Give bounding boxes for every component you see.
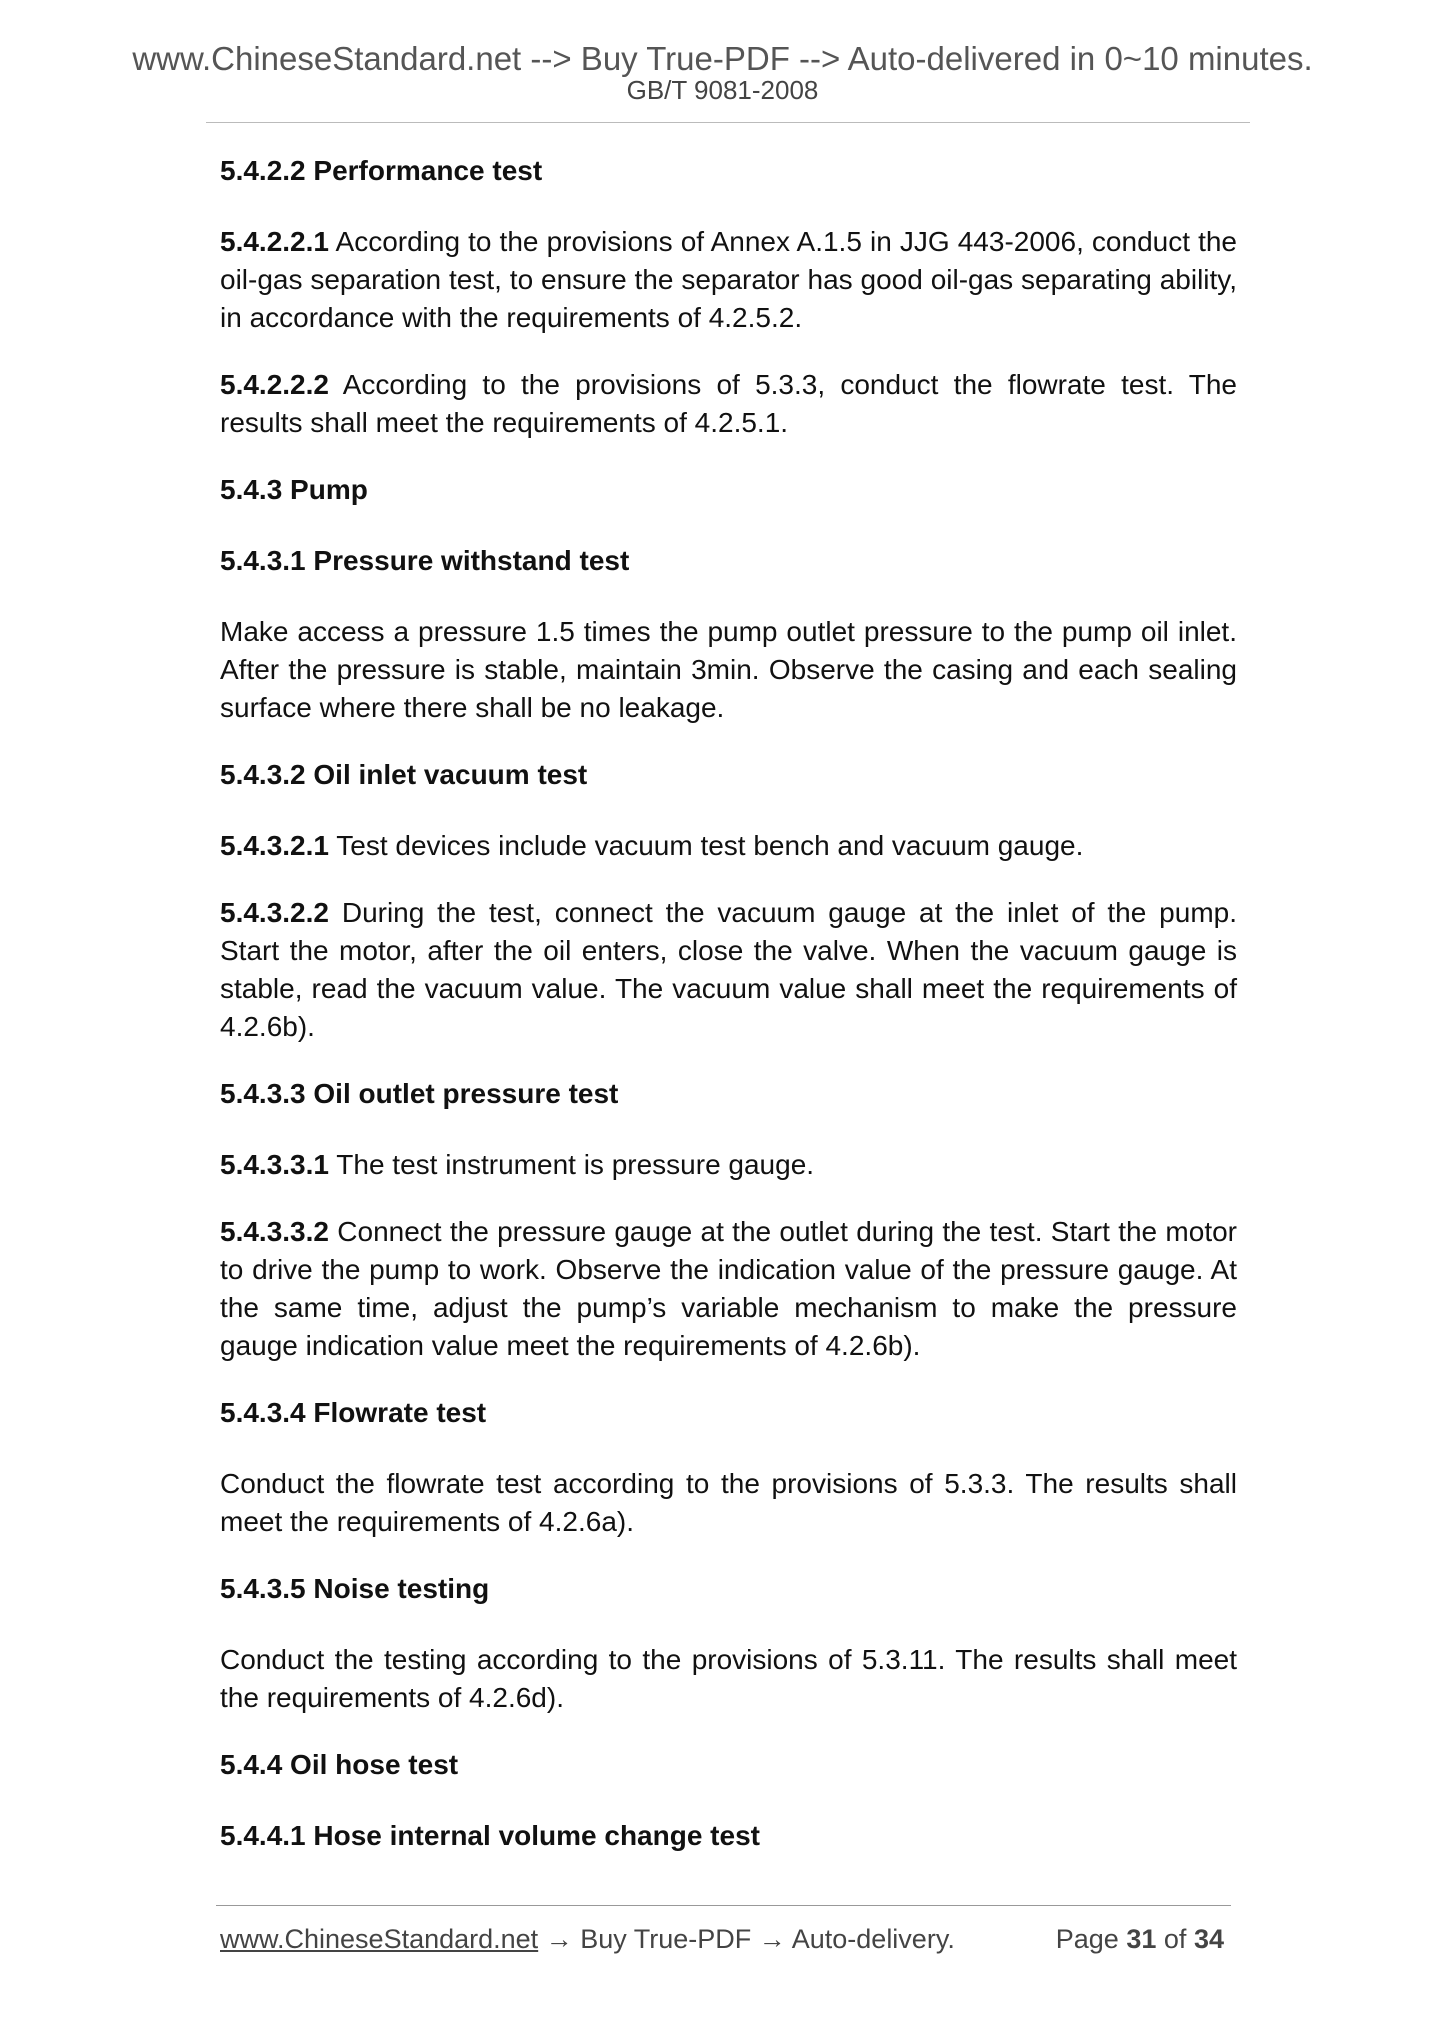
clause-paragraph [220,1641,1237,1717]
clause-paragraph [220,1213,1237,1365]
clause-text: Conduct the testing according to the provisions of 5.3.11. The results shall meet the requirements of 4.2.6d). [220,1644,1237,1713]
clause-number: 5.4.3.3.1 [220,1149,329,1180]
clause-paragraph [220,223,1237,337]
clause-paragraph [220,366,1237,442]
footer-site-link[interactable]: www.ChineseStandard.net [220,1924,539,1954]
document-body [220,152,1237,1888]
page-indicator: Page 31 of 34 [1055,1924,1224,1954]
header-divider [206,122,1250,123]
section-heading: 5.4.3.4 Flowrate test [220,1397,487,1428]
clause-number: 5.4.3.2.2 [220,897,329,928]
page-footer [220,1922,1230,1956]
section-heading: 5.4.3.5 Noise testing [220,1573,490,1604]
section-heading: 5.4.3.2 Oil inlet vacuum test [220,759,588,790]
page-current: 31 [1126,1924,1157,1954]
section-heading: 5.4.3.3 Oil outlet pressure test [220,1078,619,1109]
clause-text: During the test, connect the vacuum gauge at the inlet of the pump. Start the motor, after the oil enters, close the valve. When the vacuum gauge is stable, read the vacuum value. The vacuum value shall meet the requirements of 4.2.6b). [220,897,1237,1042]
footer-divider [216,1905,1231,1906]
section-heading: 5.4.3.1 Pressure withstand test [220,545,630,576]
clause-paragraph [220,613,1237,727]
clause-text: According to the provisions of Annex A.1.5 in JJG 443-2006, conduct the oil-gas separation test, to ensure the separator has good oil-gas separating ability, in accordance with the requirements of 4.2.5.2. [220,226,1238,333]
section-heading: 5.4.2.2 Performance test [220,155,543,186]
clause-number: 5.4.2.2.1 [220,226,329,257]
clause-text: Connect the pressure gauge at the outlet during the test. Start the motor to drive the pump to work. Observe the indication value of the pressure gauge. At the same time, adjust the pump’s variable mechanism to make the pressure gauge indication value meet the requirements of 4.2.6b). [220,1216,1238,1361]
page-total: 34 [1193,1924,1224,1954]
clause-text: The test instrument is pressure gauge. [336,1149,815,1180]
footer-tagline: → Buy True-PDF → Auto-delivery. [538,1924,955,1954]
standard-code: GB/T 9081-2008 [626,75,819,105]
clause-number: 5.4.3.3.2 [220,1216,329,1247]
clause-paragraph [220,894,1237,1046]
clause-paragraph [220,1146,1237,1184]
clause-text: Test devices include vacuum test bench and vacuum gauge. [336,830,1084,861]
clause-text: Conduct the flowrate test according to the provisions of 5.3.3. The results shall meet the requirements of 4.2.6a). [220,1468,1237,1537]
section-heading: 5.4.4.1 Hose internal volume change test [220,1820,760,1851]
clause-number: 5.4.2.2.2 [220,369,329,400]
clause-number: 5.4.3.2.1 [220,830,329,861]
clause-text: According to the provisions of 5.3.3, conduct the flowrate test. The results shall meet the requirements of 4.2.5.1. [220,369,1238,438]
clause-paragraph [220,827,1237,865]
section-heading: 5.4.3 Pump [220,474,368,505]
clause-paragraph [220,1465,1237,1541]
section-heading: 5.4.4 Oil hose test [220,1749,459,1780]
site-banner: www.ChineseStandard.net --> Buy True-PDF --> Auto-delivered in 0~10 minutes. [132,40,1313,77]
clause-text: Make access a pressure 1.5 times the pump outlet pressure to the pump oil inlet. After the pressure is stable, maintain 3min. Observe the casing and each sealing surface where there shall be no leakage. [220,616,1237,723]
